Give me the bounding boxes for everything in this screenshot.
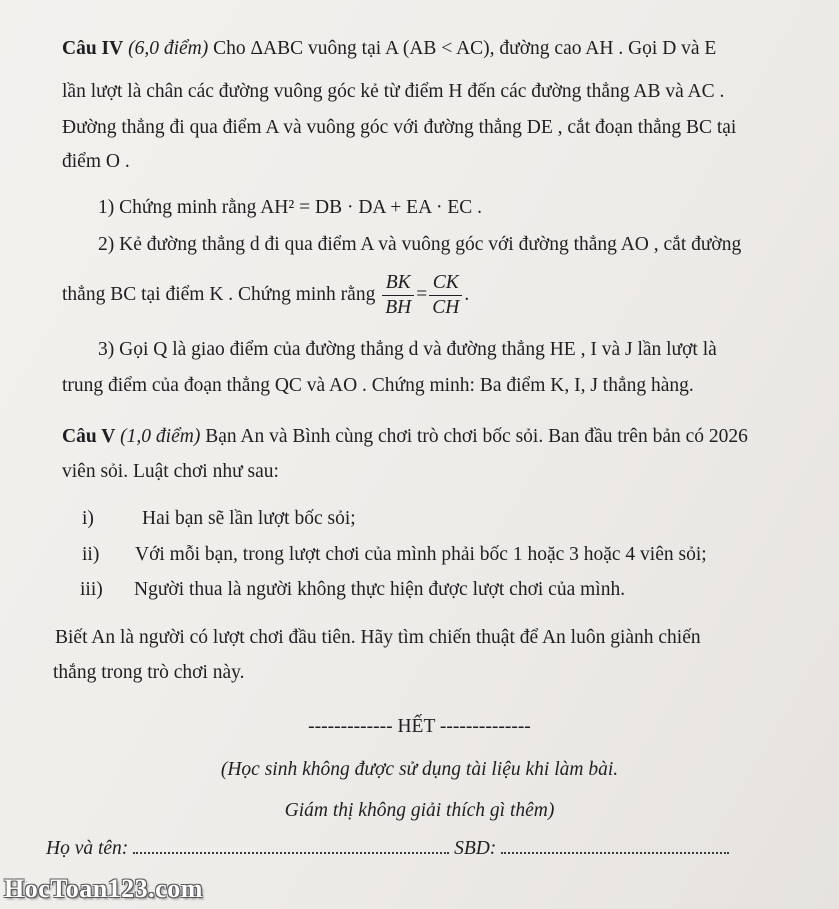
rule-3-text: Người thua là người không thực hiện được lượt chơi của mình. — [134, 579, 626, 600]
rule-1-text: Hai bạn sẽ lần lượt bốc sỏi; — [142, 508, 356, 529]
q4-line-2: lần lượt là chân các đường vuông góc kẻ từ điểm H đến các đường thẳng AB và AC . — [62, 81, 725, 102]
q4-line-1 — [62, 37, 716, 61]
name-label: Họ và tên: — [46, 838, 129, 859]
q5-line-1 — [62, 425, 748, 449]
q4-label: Câu IV — [62, 38, 124, 59]
q5-label: Câu V — [62, 426, 116, 447]
q5-line-2: viên sỏi. Luật chơi như sau: — [62, 461, 279, 482]
fraction-2-denominator: CH — [432, 297, 460, 318]
part-2-period: . — [464, 283, 470, 305]
footer-note-1: (Học sinh không được sử dụng tài liệu khi làm bài. — [220, 759, 619, 780]
fraction-1-denominator: BH — [385, 297, 412, 318]
q4-part-1: 1) Chứng minh rằng AH² = DB · DA + EA · EC . — [98, 197, 482, 218]
rule-1-number: i) — [82, 508, 94, 529]
q5-closing-1: Biết An là người có lượt chơi đầu tiên. Hãy tìm chiến thuật để An luôn giành chiến — [55, 627, 701, 648]
equals-sign: = — [416, 283, 428, 305]
q5-text-1: Bạn An và Bình cùng chơi trò chơi bốc sỏi. Ban đầu trên bản có 2026 — [200, 426, 748, 447]
sbd-blank — [501, 834, 729, 854]
q4-points: (6,0 điểm) — [128, 38, 209, 59]
site-watermark: HocToan123.com — [4, 874, 203, 903]
q4-part-3-line-2: trung điểm của đoạn thẳng QC và AO . Chứng minh: Ba điểm K, I, J thẳng hàng. — [62, 375, 694, 396]
q4-line-3: Đường thẳng đi qua điểm A và vuông góc với đường thẳng DE , cắt đoạn thẳng BC tại — [62, 117, 737, 138]
rule-2-text: Với mỗi bạn, trong lượt chơi của mình phải bốc 1 hoặc 3 hoặc 4 viên sỏi; — [135, 544, 707, 565]
q4-line-4: điểm O . — [62, 151, 130, 172]
q4-part-2-text: thẳng BC tại điểm K . Chứng minh rằng — [62, 283, 376, 305]
q5-points: (1,0 điểm) — [120, 426, 201, 447]
fraction-2-numerator: CK — [429, 272, 462, 296]
footer-note-2: Giám thị không giải thích gì thêm) — [284, 800, 555, 821]
q4-part-3-line-1: 3) Gọi Q là giao điểm của đường thẳng d và đường thẳng HE , I và J lần lượt là — [98, 339, 717, 360]
rule-2-number: ii) — [82, 544, 100, 565]
q4-text-1: Cho ΔABC vuông tại A (AB < AC), đường cao AH . Gọi D và E — [208, 38, 717, 59]
fraction-bk-bh — [382, 272, 414, 319]
q4-part-2-line-2 — [62, 272, 469, 319]
q4-part-2-line-1: 2) Kẻ đường thẳng d đi qua điểm A và vuông góc với đường thẳng AO , cắt đường — [98, 234, 742, 255]
end-marker: ------------- HẾT -------------- — [308, 716, 531, 737]
name-blank — [133, 834, 449, 854]
fraction-ck-ch — [429, 272, 462, 319]
signature-line — [46, 834, 729, 861]
fraction-1-numerator: BK — [382, 272, 414, 296]
rule-3-number: iii) — [80, 579, 103, 600]
q5-closing-2: thắng trong trò chơi này. — [53, 662, 245, 683]
sbd-label: SBD: — [454, 838, 497, 859]
